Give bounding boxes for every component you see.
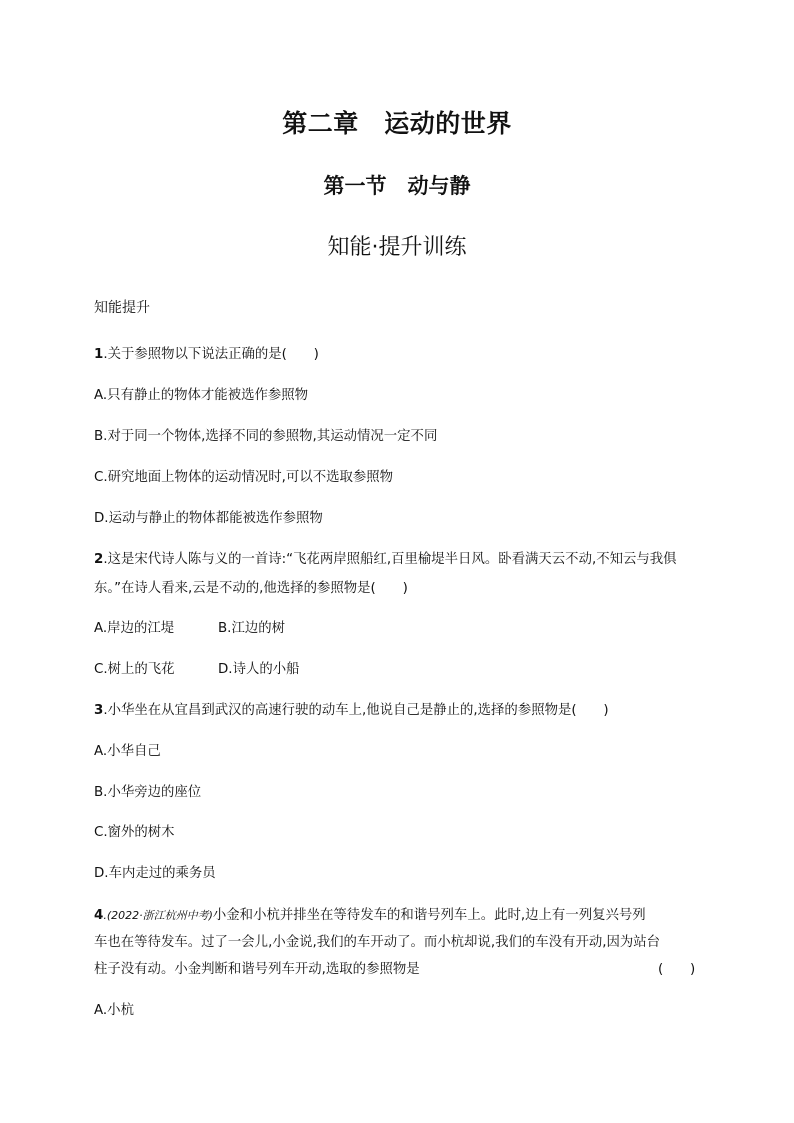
question-3-stem (94, 697, 609, 724)
question-3-option-c: C.窗外的树木 (94, 825, 175, 840)
question-text: .关于参照物以下说法正确的是( ) (103, 347, 319, 362)
question-source: .(2022·浙江杭州中考) (103, 909, 213, 922)
question-number: 4 (94, 908, 104, 923)
question-3-option-d: D.车内走过的乘务员 (94, 866, 216, 881)
question-2-option-d: D.诗人的小船 (218, 662, 300, 677)
question-text: .小华坐在从宜昌到武汉的高速行驶的动车上,他说自己是静止的,选择的参照物是( ) (103, 703, 609, 718)
question-1-option-a: A.只有静止的物体才能被选作参照物 (94, 388, 309, 403)
question-1-option-d: D.运动与静止的物体都能被选作参照物 (94, 511, 323, 526)
subtitle: 知能·提升训练 (327, 235, 467, 260)
question-number: 2 (94, 552, 104, 567)
question-number: 1 (94, 347, 104, 362)
question-4-stem-line2: 车也在等待发车。过了一会儿,小金说,我们的车开动了。而小杭却说,我们的车没有开动,因为站台 (94, 935, 661, 950)
question-4-option-a: A.小杭 (94, 1003, 134, 1018)
question-2-stem-line2: 东。”在诗人看来,云是不动的,他选择的参照物是( ) (94, 581, 408, 596)
question-3-option-a: A.小华自己 (94, 744, 161, 759)
question-number: 3 (94, 703, 104, 718)
question-2-stem-line1 (94, 546, 677, 573)
question-2-option-c: C.树上的飞花 (94, 662, 175, 677)
section-label: 知能提升 (94, 300, 150, 316)
question-1-option-c: C.研究地面上物体的运动情况时,可以不选取参照物 (94, 470, 394, 485)
question-1-stem (94, 341, 319, 368)
question-4-stem-line1 (94, 902, 646, 929)
question-2-option-b: B.江边的树 (218, 621, 286, 636)
question-1-option-b: B.对于同一个物体,选择不同的参照物,其运动情况一定不同 (94, 429, 438, 444)
question-4-answer-paren: ( ) (658, 962, 696, 977)
question-4-stem-line3: 柱子没有动。小金判断和谐号列车开动,选取的参照物是 (94, 962, 420, 977)
chapter-title: 第二章 运动的世界 (282, 109, 512, 138)
question-3-option-b: B.小华旁边的座位 (94, 785, 202, 800)
question-text: .这是宋代诗人陈与义的一首诗:“飞花两岸照船红,百里榆堤半日风。卧看满天云不动,不知云与我俱 (103, 552, 677, 567)
section-title: 第一节 动与静 (323, 174, 471, 198)
question-text: 小金和小杭并排坐在等待发车的和谐号列车上。此时,边上有一列复兴号列 (212, 908, 646, 923)
question-2-option-a: A.岸边的江堤 (94, 621, 175, 636)
